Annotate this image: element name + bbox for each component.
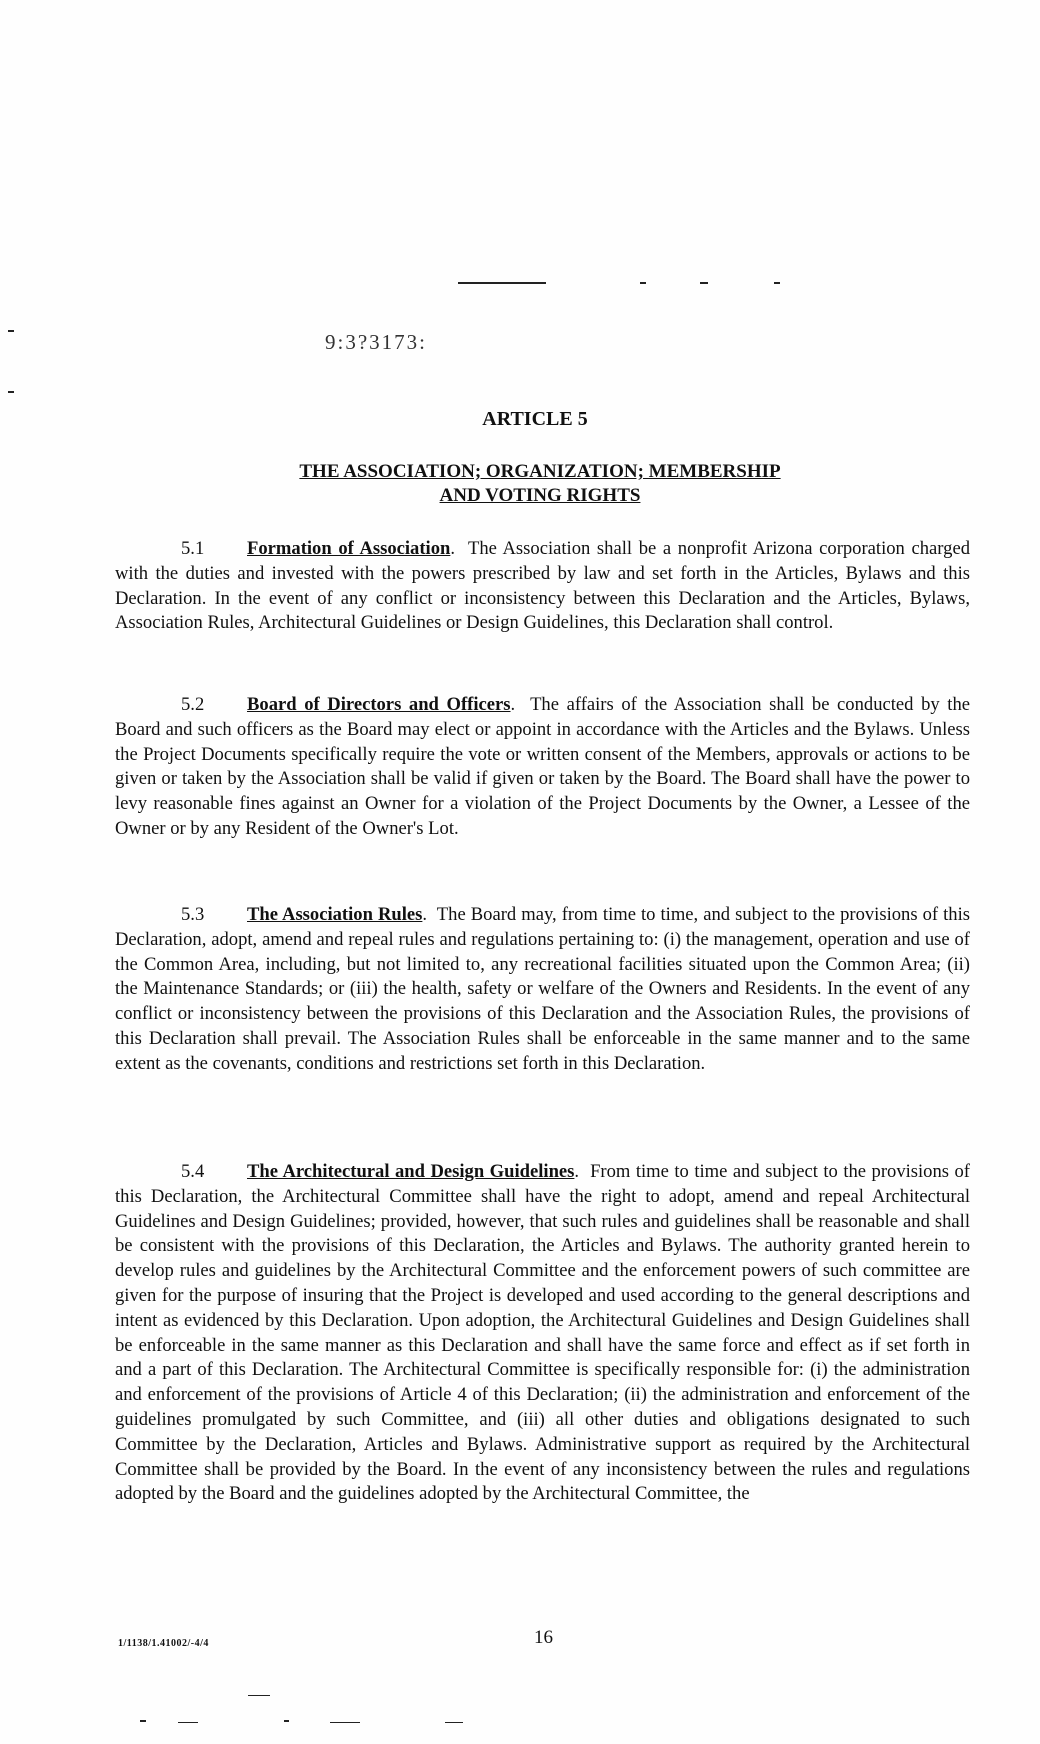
section-caption: The Architectural and Design Guidelines <box>247 1161 575 1182</box>
scan-mark <box>445 1722 463 1723</box>
section-text: The affairs of the Association shall be conducted by the Board and such officers as the Board may elect or appoint in accordance with the Articles and the Bylaws. Unless the Project Documents specifically require the vote or written consent of the Members, approvals or actions to be given or taken by the Association shall be valid if given or taken by the Board. The Board shall have the power to levy reasonable fines against an Owner for a violation of the Project Documents by the Owner, a Lessee of the Owner or by any Resident of the Owner's Lot. <box>115 694 971 839</box>
scan-mark <box>8 391 14 393</box>
scan-mark <box>458 282 546 284</box>
scan-mark <box>8 330 14 332</box>
section-text: The Board may, from time to time, and subject to the provisions of this Declaration, adopt, amend and repeal rules and regulations pertaining to: (i) the management, operation and use of the Common Area, including, but not limited to, any recreational facilities situated upon the Common Area; (ii) the Maintenance Standards; or (iii) the health, safety or welfare of the Owners and Residents. In the event of any conflict or inconsistency between the provisions of this Declaration and the Association Rules, the provisions of this Declaration shall prevail. The Association Rules shall be enforceable in the same manner and to the same extent as the covenants, conditions and restrictions set forth in this Declaration. <box>115 904 971 1074</box>
scan-mark <box>178 1722 198 1723</box>
scan-mark <box>640 282 646 284</box>
section-number: 5.1 <box>181 538 205 559</box>
scan-mark <box>284 1720 289 1722</box>
document-stamp-number: 9:3?3173: <box>325 330 427 354</box>
section-text: The Association shall be a nonprofit Arizona corporation charged with the duties and invested with the powers prescribed by law and set forth in the Articles, Bylaws and this Declaration. In the event of any conflict or inconsistency between this Declaration and the Articles, Bylaws, Association Rules, Architectural Guidelines or Design Guidelines, this Declaration shall control. <box>115 538 970 634</box>
section-caption: Board of Directors and Officers <box>247 694 511 715</box>
article-heading-line-2: AND VOTING RIGHTS <box>439 485 641 506</box>
section-caption: The Association Rules <box>247 904 423 925</box>
article-heading-line-1: THE ASSOCIATION; ORGANIZATION; MEMBERSHIP <box>299 461 781 482</box>
scan-mark <box>140 1720 146 1722</box>
scan-mark <box>700 282 708 284</box>
section-5-2: 5.2 Board of Directors and Officers. The affairs of the Association shall be conducted by the Board and such officers as the Board may elect or appoint in accordance with the Articles and the Bylaws. Unless the Project Documents specifically require the vote or written consent of the Members, approvals or actions to be given or taken by the Association shall be valid if given or taken by the Board. The Board shall have the power to levy reasonable fines against an Owner for a violation of the Project Documents by the Owner, a Lessee of the Owner or by any Resident of the Owner's Lot. <box>115 694 971 839</box>
footer-document-code: 1/1138/1.41002/-4/4 <box>118 1638 209 1649</box>
section-caption: Formation of Association <box>247 538 451 559</box>
scan-mark <box>774 282 780 284</box>
section-5-1: 5.1 Formation of Association. The Association shall be a nonprofit Arizona corporation charged with the duties and invested with the powers prescribed by law and set forth in the Articles, Bylaws and this Declaration. In the event of any conflict or inconsistency between this Declaration and the Articles, Bylaws, Association Rules, Architectural Guidelines or Design Guidelines, this Declaration shall control. <box>115 538 970 634</box>
section-number: 5.2 <box>181 694 205 715</box>
section-text: From time to time and subject to the provisions of this Declaration, the Architectural Committee shall have the right to adopt, amend and repeal Architectural Guidelines and Design Guidelines; provided, however, that such rules and guidelines shall be reasonable and shall be consistent with the provisions of this Declaration, the Articles and Bylaws. The authority granted herein to develop rules and guidelines by the Architectural Committee and the enforcement powers of such committee are given for the purpose of insuring that the Project is developed and used according to the general descriptions and intent as evidenced by this Declaration. Upon adoption, the Architectural Guidelines and Design Guidelines shall be enforceable in the same manner as this Declaration and shall have the same force and effect as if set forth in and a part of this Declaration. The Architectural Committee is specifically responsible for: (i) the administration and enforcement of the provisions of Article 4 of this Declaration; (ii) the administration and enforcement of the guidelines promulgated by such Committee, and (iii) all other duties and obligations designated to such Committee by the Declaration, Articles and Bylaws. Administrative support as required by the Architectural Committee shall be provided by the Board. In the event of any inconsistency between the rules and regulations adopted by the Board and the guidelines adopted by the Architectural Committee, the <box>115 1161 970 1505</box>
scan-mark <box>248 1695 270 1696</box>
section-number: 5.4 <box>181 1161 205 1182</box>
page-number: 16 <box>534 1627 553 1648</box>
section-number: 5.3 <box>181 904 205 925</box>
article-title: ARTICLE 5 <box>482 408 588 430</box>
scan-mark <box>330 1722 360 1723</box>
section-5-3: 5.3 The Association Rules. The Board may, from time to time, and subject to the provisions of this Declaration, adopt, amend and repeal rules and regulations pertaining to: (i) the management, operation and use of the Common Area, including, but not limited to, any recreational facilities situated upon the Common Area; (ii) the Maintenance Standards; or (iii) the health, safety or welfare of the Owners and Residents. In the event of any conflict or inconsistency between the provisions of this Declaration and the Association Rules, the provisions of this Declaration shall prevail. The Association Rules shall be enforceable in the same manner and to the same extent as the covenants, conditions and restrictions set forth in this Declaration. <box>115 904 971 1074</box>
section-5-4: 5.4 The Architectural and Design Guidelines. From time to time and subject to the provisions of this Declaration, the Architectural Committee shall have the right to adopt, amend and repeal Architectural Guidelines and Design Guidelines; provided, however, that such rules and guidelines shall be reasonable and shall be consistent with the provisions of this Declaration, the Articles and Bylaws. The authority granted herein to develop rules and guidelines by the Architectural Committee and the enforcement powers of such committee are given for the purpose of insuring that the Project is developed and used according to the general descriptions and intent as evidenced by this Declaration. Upon adoption, the Architectural Guidelines and Design Guidelines shall be enforceable in the same manner as this Declaration and shall have the same force and effect as if set forth in and a part of this Declaration. The Architectural Committee is specifically responsible for: (i) the administration and enforcement of the provisions of Article 4 of this Declaration; (ii) the administration and enforcement of the guidelines promulgated by such Committee, and (iii) all other duties and obligations designated to such Committee by the Declaration, Articles and Bylaws. Administrative support as required by the Architectural Committee shall be provided by the Board. In the event of any inconsistency between the rules and regulations adopted by the Board and the guidelines adopted by the Architectural Committee, the <box>115 1161 970 1505</box>
